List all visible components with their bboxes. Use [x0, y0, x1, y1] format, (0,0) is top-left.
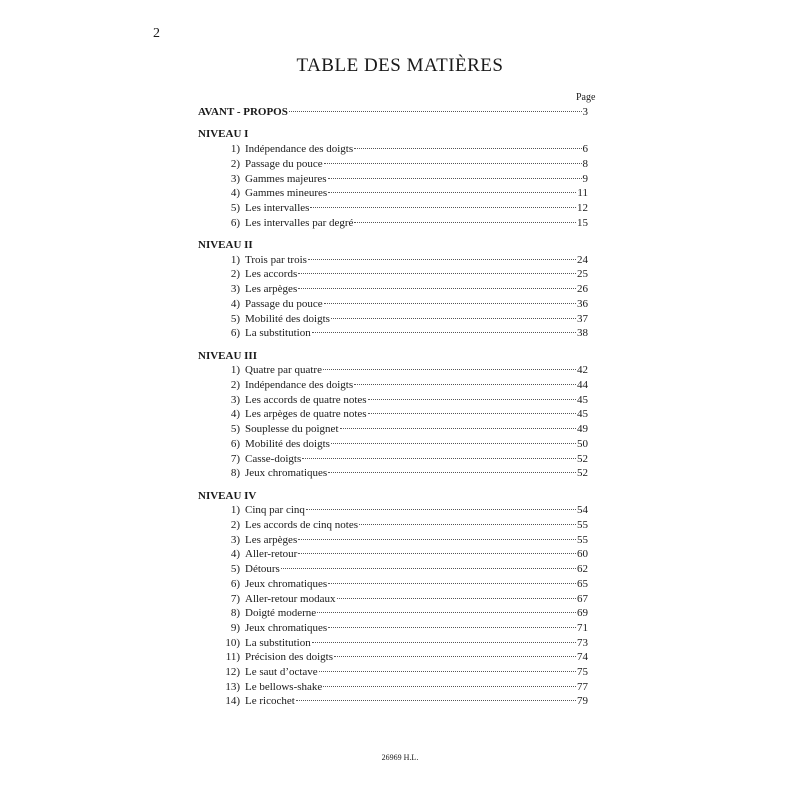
toc-entry-number: 7) [230, 592, 240, 605]
dot-leader [298, 288, 576, 289]
toc-entry-page: 42 [577, 364, 588, 377]
toc-entry[interactable] [198, 172, 588, 187]
toc-entry-page: 67 [577, 592, 588, 605]
toc-entry-title: Gammes majeures [245, 172, 327, 185]
dot-leader [312, 332, 576, 333]
toc-entry-page: 55 [577, 533, 588, 546]
toc-entry[interactable] [198, 694, 588, 709]
toc-entry-page: 55 [577, 519, 588, 532]
toc-entry-title: Doigté moderne [245, 607, 317, 620]
dot-leader [296, 700, 576, 701]
toc-entry-number: 4) [230, 408, 240, 421]
toc-entry-number: 6) [230, 577, 240, 590]
toc-entry-number: 2) [230, 519, 240, 532]
dot-leader [359, 524, 576, 525]
toc-entry[interactable] [198, 393, 588, 408]
toc-entry-title: Les arpèges [245, 533, 298, 546]
toc-entry-title: Casse-doigts [245, 452, 302, 465]
toc-entry-number: 13) [225, 680, 240, 693]
dot-leader [334, 656, 576, 657]
toc-entry-page: 15 [577, 216, 588, 229]
toc-entry-page: 79 [577, 695, 588, 708]
toc-entry-title: La substitution [245, 327, 311, 340]
toc-entry-page: 74 [577, 651, 588, 664]
toc-entry-page: 52 [577, 467, 588, 480]
toc-entry[interactable] [198, 592, 588, 607]
toc-entry[interactable] [198, 606, 588, 621]
dot-leader [328, 178, 582, 179]
toc-entry[interactable] [198, 157, 588, 172]
toc-entry-title: Souplesse du poignet [245, 423, 339, 436]
dot-leader [328, 583, 576, 584]
toc-entry-title: Les accords de quatre notes [245, 393, 367, 406]
toc-entry[interactable] [198, 378, 588, 393]
toc-entry[interactable] [198, 312, 588, 327]
toc-entry-number: 10) [225, 636, 240, 649]
toc-entry-page: 49 [577, 423, 588, 436]
toc-entry-number: 1) [230, 143, 240, 156]
toc-entry-number: 3) [230, 283, 240, 296]
toc-entry-number: 3) [230, 393, 240, 406]
toc-entry-title: Détours [245, 563, 280, 576]
toc-entry[interactable] [198, 142, 588, 157]
toc-entry-page: 12 [577, 201, 588, 214]
toc-entry[interactable] [198, 621, 588, 636]
toc-entry[interactable] [198, 407, 588, 422]
dot-leader [323, 369, 576, 370]
toc-entry-page: 62 [577, 563, 588, 576]
dot-leader [340, 428, 577, 429]
toc-entry-title: Les intervalles par degré [245, 216, 354, 229]
toc-entry[interactable] [198, 636, 588, 651]
toc-entry-number: 3) [230, 533, 240, 546]
toc-entry-page: 65 [577, 577, 588, 590]
toc-entry-title: Passage du pouce [245, 297, 323, 310]
toc-entry-number: 4) [230, 297, 240, 310]
toc-entry-page: 24 [577, 253, 588, 266]
dot-leader [331, 443, 576, 444]
toc-entry-number: 5) [230, 312, 240, 325]
dot-leader [298, 553, 576, 554]
toc-entry[interactable] [198, 363, 588, 378]
dot-leader [306, 509, 576, 510]
toc-entry-title: Aller-retour [245, 548, 298, 561]
toc-entry[interactable] [198, 216, 588, 231]
toc-entry-page: 73 [577, 636, 588, 649]
dot-leader [368, 413, 576, 414]
page-number: 2 [153, 26, 160, 41]
toc-entry[interactable] [198, 437, 588, 452]
toc-entry-page: 52 [577, 452, 588, 465]
toc-entry[interactable] [198, 650, 588, 665]
dot-leader [354, 222, 576, 223]
toc-entry-title: Mobilité des doigts [245, 437, 330, 450]
dot-leader [324, 303, 576, 304]
toc-entry-page: 11 [577, 187, 588, 200]
toc-entry-number: 1) [230, 504, 240, 517]
toc-entry-number: 8) [230, 467, 240, 480]
toc-entry-number: 6) [230, 437, 240, 450]
toc-entry[interactable] [198, 680, 588, 695]
toc-entry[interactable] [198, 503, 588, 518]
toc-entry-number: 7) [230, 452, 240, 465]
toc-entry-title: Les intervalles [245, 201, 310, 214]
toc-entry-title: Précision des doigts [245, 651, 333, 664]
page-column-header: Page [576, 92, 596, 103]
toc-entry-page: 38 [577, 327, 588, 340]
toc-entry-page: 37 [577, 312, 588, 325]
dot-leader [331, 318, 576, 319]
footer-reference: 26969 H.L. [381, 753, 419, 762]
toc-entry-number: 1) [230, 364, 240, 377]
toc-entry-title: Jeux chromatiques [245, 467, 328, 480]
toc-entry-page: 77 [577, 680, 588, 693]
toc-entry[interactable] [198, 186, 588, 201]
dot-leader [281, 568, 576, 569]
toc-entry-title: Mobilité des doigts [245, 312, 330, 325]
toc-entry[interactable] [198, 665, 588, 680]
toc-entry-title: Le bellows-shake [245, 680, 323, 693]
toc-entry-title: Passage du pouce [245, 157, 323, 170]
toc-entry-number: 2) [230, 157, 240, 170]
table-of-contents [198, 105, 588, 709]
toc-entry-number: 1) [230, 253, 240, 266]
dot-leader [328, 472, 576, 473]
dot-leader [310, 207, 576, 208]
toc-entry-title: Jeux chromatiques [245, 621, 328, 634]
toc-entry-number: 2) [230, 379, 240, 392]
toc-entry-number: 5) [230, 201, 240, 214]
section-heading: NIVEAU IV [198, 489, 257, 502]
toc-entry-page: 8 [582, 157, 588, 170]
toc-entry-page: 45 [577, 393, 588, 406]
toc-entry-page: 25 [577, 268, 588, 281]
toc-entry-number: 4) [230, 187, 240, 200]
page-title: TABLE DES MATIÈRES [296, 55, 504, 76]
toc-entry[interactable] [198, 466, 588, 481]
toc-entry-page: 26 [577, 283, 588, 296]
section-heading: NIVEAU I [198, 128, 249, 141]
dot-leader [328, 192, 576, 193]
dot-leader [319, 671, 576, 672]
toc-entry-number: 9) [230, 621, 240, 634]
toc-entry[interactable] [198, 422, 588, 437]
toc-entry-title: Le ricochet [245, 695, 295, 708]
toc-entry-page: 69 [577, 607, 588, 620]
toc-entry-number: 6) [230, 327, 240, 340]
toc-foreword-page: 3 [582, 106, 588, 118]
dot-leader [324, 163, 582, 164]
toc-foreword-title: AVANT - PROPOS [198, 106, 288, 118]
toc-entry-page: 44 [577, 379, 588, 392]
toc-entry-title: Indépendance des doigts [245, 143, 354, 156]
toc-entry-number: 11) [225, 651, 240, 664]
toc-entry-title: Indépendance des doigts [245, 379, 354, 392]
dot-leader [337, 598, 577, 599]
toc-entry-number: 3) [230, 172, 240, 185]
toc-entry-title: Cinq par cinq [245, 504, 305, 517]
toc-entry-title: Aller-retour modaux [245, 592, 336, 605]
toc-entry-page: 60 [577, 548, 588, 561]
toc-entry[interactable] [198, 518, 588, 533]
toc-entry-title: Le saut d’octave [245, 665, 318, 678]
toc-entry-title: Les arpèges [245, 283, 298, 296]
toc-entry-title: Gammes mineures [245, 187, 328, 200]
toc-entry[interactable] [198, 326, 588, 341]
dot-leader [312, 642, 576, 643]
toc-entry[interactable] [198, 282, 588, 297]
dot-leader [289, 111, 582, 112]
toc-entry-page: 71 [577, 621, 588, 634]
dot-leader [368, 399, 576, 400]
dot-leader [298, 539, 576, 540]
toc-entry-page: 6 [582, 143, 588, 156]
toc-entry-number: 6) [230, 216, 240, 229]
dot-leader [323, 686, 576, 687]
toc-entry-number: 5) [230, 423, 240, 436]
toc-entry-page: 9 [582, 172, 588, 185]
dot-leader [308, 259, 576, 260]
dot-leader [302, 458, 576, 459]
toc-entry-title: La substitution [245, 636, 311, 649]
toc-entry[interactable] [198, 253, 588, 268]
toc-entry[interactable] [198, 562, 588, 577]
toc-entry-number: 14) [225, 695, 240, 708]
dot-leader [354, 384, 576, 385]
toc-entry[interactable] [198, 201, 588, 216]
toc-entry-number: 2) [230, 268, 240, 281]
toc-entry[interactable] [198, 297, 588, 312]
toc-entry-title: Jeux chromatiques [245, 577, 328, 590]
toc-entry-page: 75 [577, 665, 588, 678]
toc-foreword[interactable] [198, 105, 588, 120]
toc-entry-number: 4) [230, 548, 240, 561]
toc-entry-title: Les arpèges de quatre notes [245, 408, 367, 421]
dot-leader [328, 627, 576, 628]
toc-entry-page: 50 [577, 437, 588, 450]
toc-entry-page: 45 [577, 408, 588, 421]
dot-leader [354, 148, 581, 149]
dot-leader [298, 273, 576, 274]
dot-leader [317, 612, 576, 613]
toc-entry-page: 36 [577, 297, 588, 310]
toc-entry[interactable] [198, 533, 588, 548]
toc-entry[interactable] [198, 577, 588, 592]
section-heading: NIVEAU II [198, 239, 253, 252]
toc-entry-title: Trois par trois [245, 253, 307, 266]
toc-entry-number: 12) [225, 665, 240, 678]
toc-entry-page: 54 [577, 504, 588, 517]
toc-entry-title: Les accords de cinq notes [245, 519, 359, 532]
toc-entry[interactable] [198, 547, 588, 562]
toc-entry[interactable] [198, 452, 588, 467]
toc-entry[interactable] [198, 267, 588, 282]
section-heading: NIVEAU III [198, 349, 257, 362]
toc-entry-title: Quatre par quatre [245, 364, 322, 377]
toc-entry-number: 8) [230, 607, 240, 620]
toc-entry-number: 5) [230, 563, 240, 576]
toc-entry-title: Les accords [245, 268, 298, 281]
